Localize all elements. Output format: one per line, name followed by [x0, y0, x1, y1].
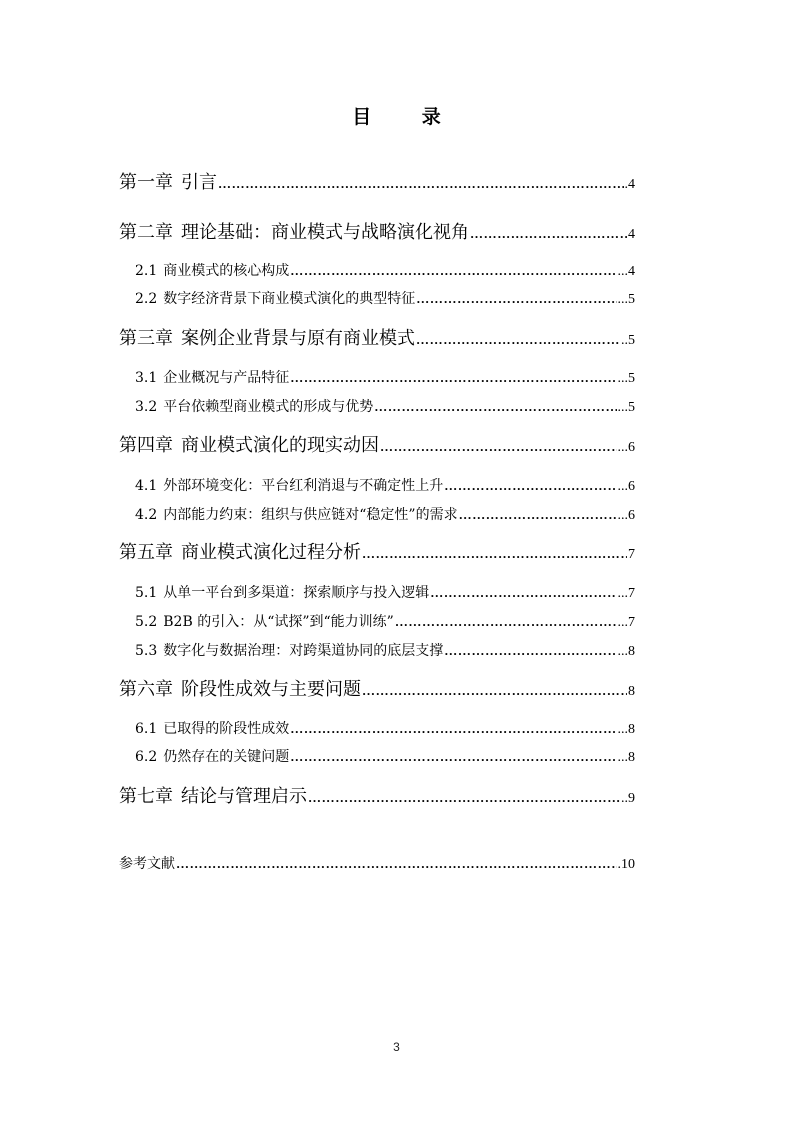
page-number: 3	[393, 1040, 400, 1054]
dot-leader	[176, 857, 617, 870]
toc-entry-section-5-1[interactable]	[119, 583, 635, 603]
toc-entry-references[interactable]	[119, 854, 635, 874]
toc-entry-number: 2.2	[135, 291, 158, 307]
toc-entry-label	[135, 747, 289, 767]
toc-entry-page: ...8	[617, 644, 635, 659]
toc-entry-label	[135, 641, 443, 661]
dot-leader	[444, 479, 616, 492]
toc-entry-label	[135, 476, 443, 496]
toc-entry-label	[135, 505, 458, 525]
toc-entry-section-5-2[interactable]	[119, 612, 635, 632]
toc-entry-title: 数字化与数据治理：对跨渠道协同的底层支撑	[163, 643, 444, 659]
toc-entry-label	[135, 397, 373, 417]
toc-entry-title: 参考文献	[119, 856, 175, 872]
toc-entry-label	[119, 540, 361, 566]
dot-leader	[290, 722, 616, 735]
toc-entry-page: 4	[628, 227, 635, 242]
toc-entry-page: ..9	[621, 791, 635, 806]
toc-entry-page: ...7	[617, 586, 635, 601]
toc-entry-label	[119, 784, 307, 810]
toc-entry-number: 6.1	[135, 721, 158, 737]
dot-leader	[459, 508, 617, 521]
toc-entry-section-2-2[interactable]	[119, 289, 635, 309]
toc-entry-number: 第二章	[119, 222, 173, 243]
toc-entry-title: 企业概况与产品特征	[163, 370, 290, 386]
toc-entry-section-3-2[interactable]	[119, 397, 635, 417]
toc-entry-page: ...5	[617, 371, 635, 386]
toc-entry-number: 5.1	[135, 585, 158, 601]
toc-entry-title: 商业模式的核心构成	[163, 263, 290, 279]
dot-leader	[362, 684, 627, 697]
toc-entry-number: 第三章	[119, 328, 173, 349]
toc-entry-label	[135, 289, 415, 309]
toc-entry-label	[119, 326, 415, 352]
toc-entry-number: 5.3	[135, 643, 158, 659]
toc-entry-label	[135, 583, 429, 603]
toc-entry-number: 第七章	[119, 786, 173, 807]
dot-leader	[470, 227, 627, 240]
toc-entry-chapter-5[interactable]	[119, 540, 635, 566]
toc-entry-chapter-7[interactable]	[119, 784, 635, 810]
dot-leader	[308, 791, 620, 804]
toc-entry-page: ...6	[617, 508, 635, 523]
toc-entry-title: 引言	[181, 172, 217, 193]
toc-entry-page: ...8	[617, 750, 635, 765]
toc-entry-page: 7	[628, 547, 635, 562]
toc-entry-section-4-1[interactable]	[119, 476, 635, 496]
toc-entry-number: 4.2	[135, 507, 158, 523]
toc-entry-label	[119, 677, 361, 703]
toc-entry-number: 5.2	[135, 614, 158, 630]
toc-entry-title: 外部环境变化：平台红利消退与不确定性上升	[163, 478, 444, 494]
toc-entry-label	[135, 368, 289, 388]
toc-entry-title: 阶段性成效与主要问题	[181, 679, 361, 700]
toc-entry-section-6-2[interactable]	[119, 747, 635, 767]
toc-entry-section-5-3[interactable]	[119, 641, 635, 661]
toc-entry-label	[119, 220, 469, 246]
toc-entry-number: 4.1	[135, 478, 158, 494]
toc-entry-chapter-3[interactable]	[119, 326, 635, 352]
toc-entry-page: .4	[624, 177, 635, 192]
toc-entry-page: ...5	[617, 292, 635, 307]
toc-entry-section-6-1[interactable]	[119, 719, 635, 739]
toc-entry-label	[135, 612, 394, 632]
toc-entry-number: 3.1	[135, 370, 158, 386]
dot-leader	[416, 333, 620, 346]
toc-entry-page: ...8	[617, 722, 635, 737]
dot-leader	[380, 440, 617, 453]
toc-entry-number: 第一章	[119, 172, 173, 193]
toc-entry-title: 从单一平台到多渠道：探索顺序与投入逻辑	[163, 585, 430, 601]
toc-entry-page: ...6	[617, 479, 635, 494]
toc-entry-label	[135, 261, 289, 281]
toc-entry-title: 已取得的阶段性成效	[163, 721, 290, 737]
dot-leader	[416, 292, 616, 305]
dot-leader	[218, 177, 624, 190]
dot-leader	[362, 547, 627, 560]
toc-entry-title: 仍然存在的关键问题	[163, 749, 290, 765]
toc-entry-chapter-2[interactable]	[119, 220, 635, 246]
dot-leader	[290, 750, 616, 763]
toc-entry-title: 数字经济背景下商业模式演化的典型特征	[163, 291, 416, 307]
toc-entry-label	[119, 854, 175, 874]
toc-entry-chapter-1[interactable]	[119, 170, 635, 196]
toc-entry-page: ...5	[617, 400, 635, 415]
toc-entry-page: ...6	[617, 440, 635, 455]
toc-entry-label	[119, 170, 217, 196]
toc-entry-title: 商业模式演化的现实动因	[181, 435, 379, 456]
toc-entry-page: ...7	[617, 615, 635, 630]
toc-entry-title: 理论基础：商业模式与战略演化视角	[181, 222, 469, 243]
dot-leader	[290, 371, 616, 384]
toc-entry-number: 3.2	[135, 399, 158, 415]
toc-entry-chapter-4[interactable]	[119, 433, 635, 459]
toc-entry-section-4-2[interactable]	[119, 505, 635, 525]
dot-leader	[444, 644, 616, 657]
toc-entry-title: B2B 的引入：从“试探”到“能力训练”	[163, 614, 394, 630]
toc-entry-page: ...4	[617, 264, 635, 279]
toc-entry-number: 第六章	[119, 679, 173, 700]
toc-entry-page: ..5	[621, 333, 635, 348]
toc-entry-section-2-1[interactable]	[119, 261, 635, 281]
toc-entry-label	[135, 719, 289, 739]
toc-entry-title: 案例企业背景与原有商业模式	[181, 328, 415, 349]
toc-entry-title: 内部能力约束：组织与供应链对“稳定性”的需求	[163, 507, 458, 523]
toc-entry-title: 平台依赖型商业模式的形成与优势	[163, 399, 374, 415]
toc-entry-chapter-6[interactable]	[119, 677, 635, 703]
toc-entry-title: 结论与管理启示	[181, 786, 307, 807]
toc-entry-section-3-1[interactable]	[119, 368, 635, 388]
toc-entry-number: 第四章	[119, 435, 173, 456]
page-title: 目 录	[352, 106, 463, 128]
toc-entry-page: .10	[617, 857, 635, 872]
toc-entry-number: 第五章	[119, 542, 173, 563]
toc-entry-number: 6.2	[135, 749, 158, 765]
toc-entry-number: 2.1	[135, 263, 158, 279]
dot-leader	[290, 264, 616, 277]
toc-entry-page: 8	[628, 684, 635, 699]
toc-entry-title: 商业模式演化过程分析	[181, 542, 361, 563]
toc-entry-label	[119, 433, 379, 459]
dot-leader	[374, 400, 616, 413]
dot-leader	[430, 586, 616, 599]
dot-leader	[395, 615, 617, 628]
